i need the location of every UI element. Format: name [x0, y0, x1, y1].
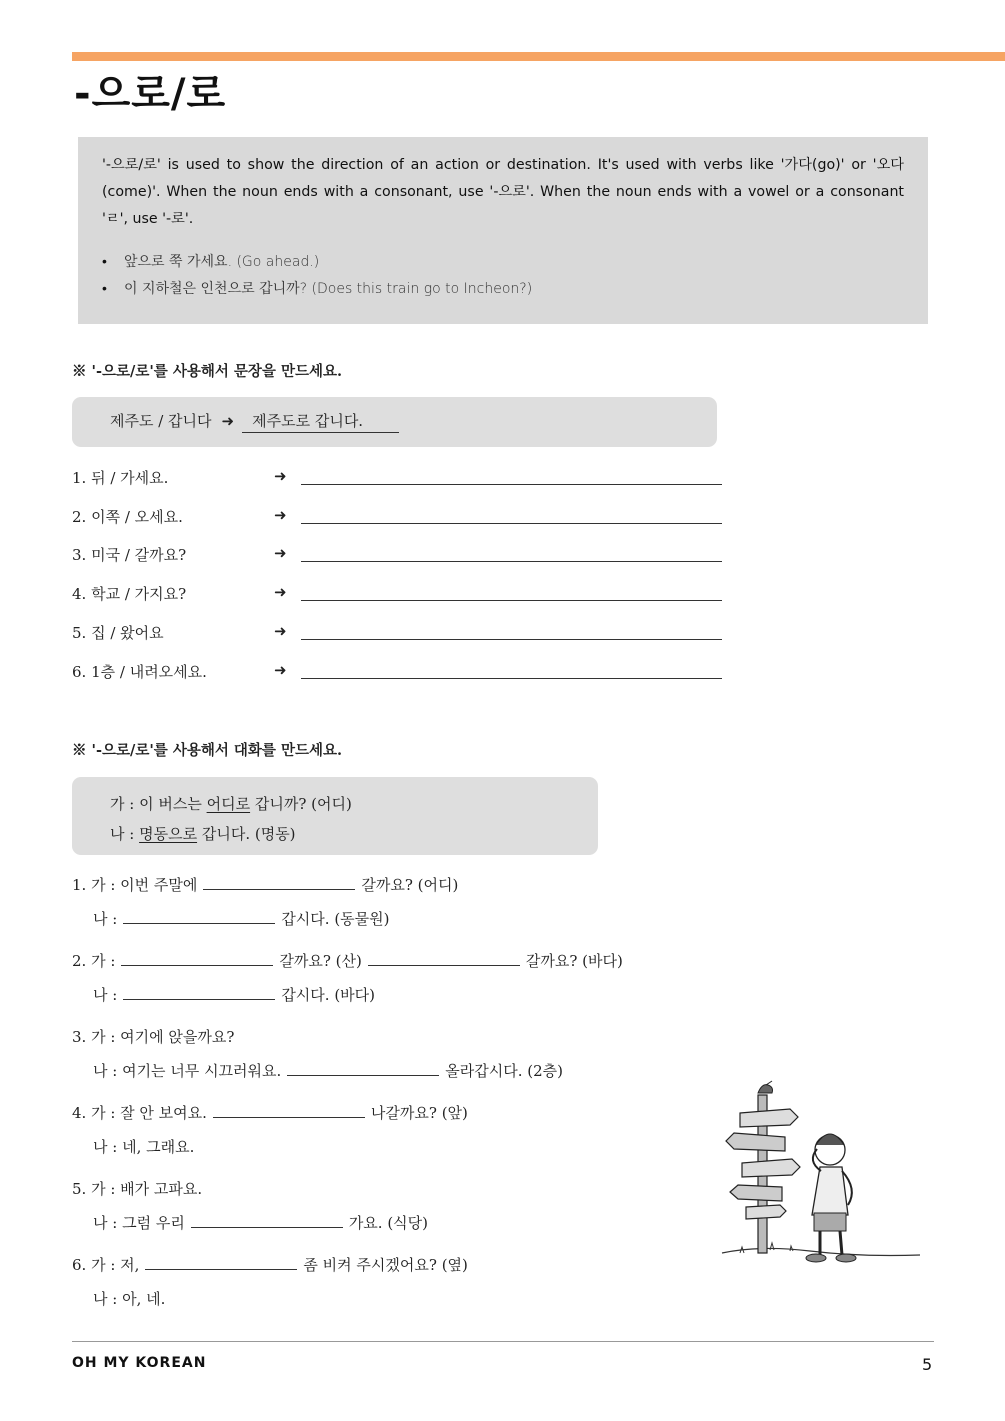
dialogue-line: 6. 가 : 저, 좀 비켜 주시겠어요? (옆) [72, 1256, 468, 1274]
explanation-box [78, 137, 928, 324]
dialogue-line: 나 : 갑시다. (바다) [93, 986, 376, 1004]
dialogue-line: 나 : 여기는 너무 시끄러워요. 올라갑시다. (2층) [93, 1062, 564, 1080]
explanation-text: '-으로/로' is used to show the direction of an action or destination. It's used with verbs like '가다(go)' or '오다(come)'. When the noun ends with a consonant, use '-으로'. When the noun ends with a vowel or a consonant 'ㄹ', use '-로'. [102, 157, 904, 227]
answer-blank[interactable] [191, 1213, 343, 1228]
exercise-prompt: 2. 이쪽 / 오세요. [72, 508, 183, 526]
dialogue-line: 4. 가 : 잘 안 보여요. 나갈까요? (앞) [72, 1104, 468, 1122]
answer-line[interactable] [301, 639, 722, 640]
section1-instruction: ※ '-으로/로'를 사용해서 문장을 만드세요. [72, 363, 343, 380]
exercise-prompt: 1. 뒤 / 가세요. [72, 469, 169, 487]
dialogue-line: 나 : 갑시다. (동물원) [93, 910, 390, 928]
exercise-prompt: 4. 학교 / 가지요? [72, 585, 187, 603]
answer-line[interactable] [301, 484, 722, 485]
example-list [102, 249, 904, 303]
list-item: • 이 지하철은 인천으로 갑니까? (Does this train go to Incheon?) [102, 281, 533, 297]
dialogue-line: 3. 가 : 여기에 앉을까요? [72, 1028, 235, 1046]
section2-example-box [72, 777, 598, 855]
answer-blank[interactable] [287, 1061, 439, 1076]
dialogue-line: 2. 가 : 갈까요? (산) 갈까요? (바다) [72, 952, 623, 970]
arrow-icon: ➜ [221, 412, 235, 430]
example-answer: 제주도로 갑니다. [242, 410, 399, 433]
list-item: • 앞으로 쭉 가세요. (Go ahead.) [102, 254, 320, 270]
example-line-b: 나 : 명동으로 갑니다. (명동) [110, 825, 296, 843]
answer-blank[interactable] [145, 1255, 297, 1270]
arrow-icon: ➜ [274, 544, 287, 562]
answer-blank[interactable] [368, 951, 520, 966]
page-number: 5 [922, 1355, 933, 1374]
answer-line[interactable] [301, 561, 722, 562]
dialogue-line: 나 : 네, 그래요. [93, 1138, 195, 1156]
example-prompt: 제주도 / 갑니다 [110, 412, 212, 430]
arrow-icon: ➜ [274, 506, 287, 524]
answer-line[interactable] [301, 523, 722, 524]
answer-line[interactable] [301, 678, 722, 679]
arrow-icon: ➜ [274, 583, 287, 601]
answer-blank[interactable] [203, 875, 355, 890]
dialogue-line: 나 : 그럼 우리 가요. (식당) [93, 1214, 429, 1232]
dialogue-line: 5. 가 : 배가 고파요. [72, 1180, 203, 1198]
section1-example-box [72, 397, 717, 447]
answer-blank[interactable] [213, 1103, 365, 1118]
arrow-icon: ➜ [274, 622, 287, 640]
answer-blank[interactable] [123, 985, 275, 1000]
footer-brand: OH MY KOREAN [72, 1355, 207, 1371]
page-title: -으로/로 [74, 71, 227, 117]
arrow-icon: ➜ [274, 467, 287, 485]
footer-divider [72, 1341, 934, 1342]
dialogue-line: 1. 가 : 이번 주말에 갈까요? (어디) [72, 876, 459, 894]
header-accent-bar [72, 52, 1005, 61]
example-line-a: 가 : 이 버스는 어디로 갑니까? (어디) [110, 795, 352, 813]
exercise-prompt: 6. 1층 / 내려오세요. [72, 663, 207, 681]
exercise-prompt: 5. 집 / 왔어요 [72, 624, 164, 642]
arrow-icon: ➜ [274, 661, 287, 679]
section2-instruction: ※ '-으로/로'를 사용해서 대화를 만드세요. [72, 742, 343, 759]
signpost-boy-illustration [720, 1075, 925, 1285]
answer-blank[interactable] [123, 909, 275, 924]
answer-blank[interactable] [121, 951, 273, 966]
dialogue-line: 나 : 아, 네. [93, 1290, 166, 1308]
answer-line[interactable] [301, 600, 722, 601]
exercise-prompt: 3. 미국 / 갈까요? [72, 546, 187, 564]
